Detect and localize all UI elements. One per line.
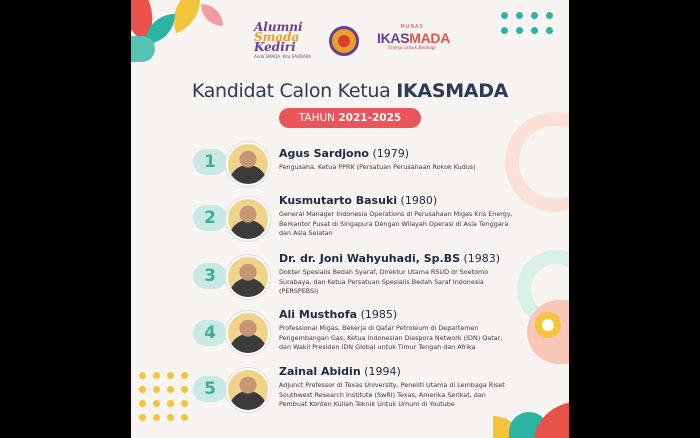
candidate-number: 2	[193, 205, 227, 231]
candidate-photo	[226, 311, 270, 355]
decor-half-circle	[131, 36, 155, 62]
school-seal-icon	[329, 26, 359, 56]
decor-yellow-ring	[535, 312, 561, 338]
candidate-description: Pengusaha, Ketua PPRK (Persatuan Perusahaan Rokok Kudus)	[279, 163, 476, 171]
candidate-name	[279, 365, 513, 378]
candidate-photo	[226, 368, 270, 412]
name-text: Zainal Abidin	[279, 365, 361, 378]
candidate-description: Professional Migas, Bekerja di Qatar Petroleum di Departemen Pengembangan Gas, Ketua Indonesian Diaspora Network (IDN) Qatar, dan Wakil Presiden IDN Global untuk Timur Tengah dan Afrika	[279, 324, 503, 352]
ikasmada-wordmark	[377, 30, 451, 46]
alumni-smada-logo	[254, 22, 326, 59]
candidate-name	[279, 252, 513, 265]
candidate-number: 3	[193, 263, 227, 289]
candidate-name	[279, 308, 513, 321]
candidate-photo	[226, 142, 270, 186]
title-prefix: Kandidat Calon Ketua	[191, 80, 397, 102]
decor-dots-top-right	[501, 12, 553, 34]
candidate-photo	[226, 197, 270, 241]
wordmark-part: MADA	[409, 30, 451, 46]
birth-year: (1994)	[360, 365, 401, 378]
year-badge	[279, 108, 421, 128]
ikasmada-logo	[377, 24, 451, 51]
candidate-photo	[226, 255, 270, 299]
decor-dots-bottom-left	[139, 372, 188, 421]
tagline: Energi untuk Berbagi	[388, 46, 436, 51]
candidate-number: 1	[193, 149, 227, 175]
birth-year: (1980)	[397, 194, 438, 207]
name-text: Kusmutarto Basuki	[279, 194, 398, 207]
name-text: Agus Sardjono	[279, 147, 369, 160]
logo-text: Smada	[254, 30, 300, 44]
name-text: Ali Musthofa	[279, 308, 358, 321]
candidate-description: Dokter Spesialis Bedah Syaraf, Direktur Utama RSUD dr Soetomo Surabaya, dan Ketua Persatuan Spesialis Bedah Saraf Indonesia (PERSPEBSI)	[279, 268, 489, 296]
logo-subtext: Anda SMADA, Kita SAUDARA	[254, 54, 311, 59]
candidate-name	[279, 194, 513, 207]
birth-year: (1983)	[460, 252, 501, 265]
logo-text: Alumni	[254, 20, 303, 34]
birth-year: (1979)	[368, 147, 410, 160]
poster	[131, 0, 569, 438]
munas-label: MUNAS	[400, 24, 424, 30]
year-label: TAHUN	[298, 112, 339, 124]
name-text: Dr. dr. Joni Wahyuhadi, Sp.BS	[279, 252, 461, 265]
decor-leaf-pink	[201, 4, 223, 26]
birth-year: (1985)	[357, 308, 398, 321]
candidate-description: General Manager Indonesia Operations di Perusahaan Migas Kris Energy, Berkantor Pusat di Singapura Dengan Wilayah Operasi di Asia Tenggara dan Asia Selatan	[279, 210, 513, 238]
candidate-description: Adjunct Professor di Texas University, Peneliti Utama di Lembaga Riset Southwest Research Institute (SwRI) Texas, Amerika Serikat, dan Pembuat Konten Kuliah Teknik Untuk Umum di Youtube	[279, 381, 505, 409]
candidate-number: 4	[193, 320, 227, 346]
title-org: IKASMADA	[396, 80, 509, 102]
candidate-name	[279, 147, 513, 160]
page-title	[131, 80, 569, 102]
candidate-number: 5	[193, 376, 227, 402]
wordmark-part: IKAS	[377, 30, 410, 46]
decor-ring	[505, 112, 569, 212]
logo-text: Kediri	[254, 40, 296, 54]
year-range: 2021-2025	[338, 112, 402, 124]
